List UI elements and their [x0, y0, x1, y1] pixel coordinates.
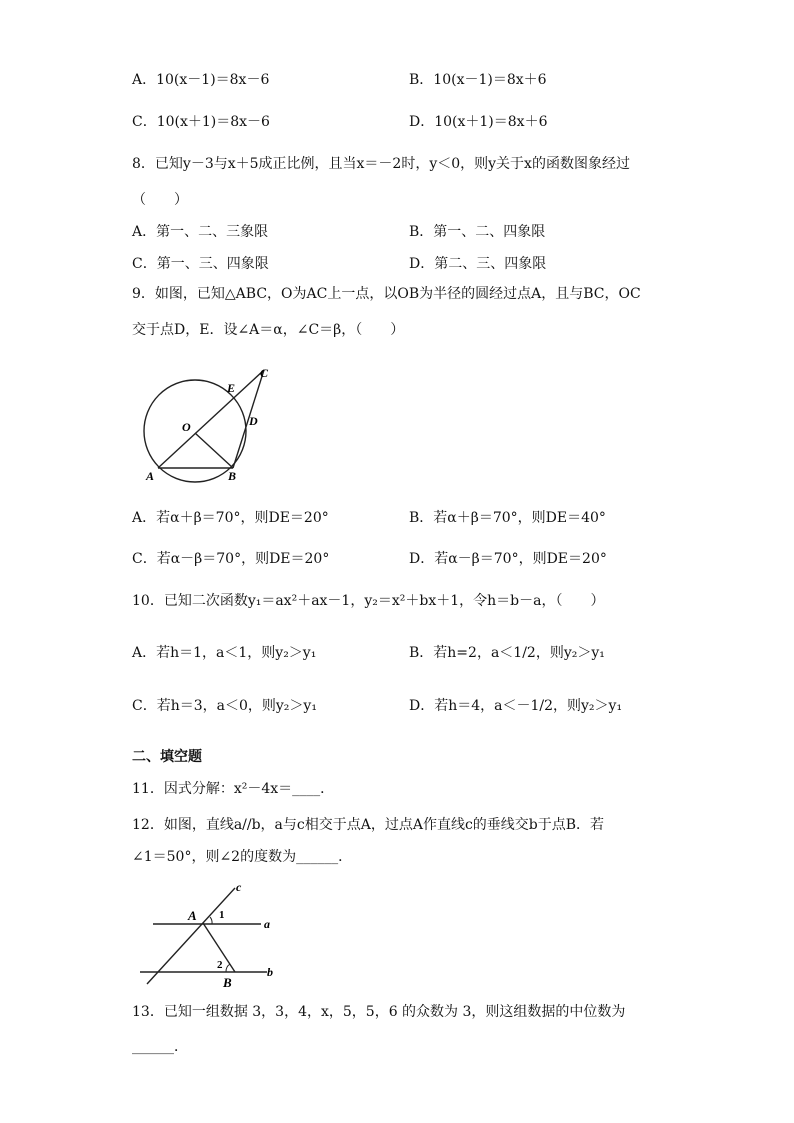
q9-segment-ob — [195, 433, 233, 468]
q12-angle-2-arc — [226, 964, 230, 972]
q10-option-a: A．若h＝1，a＜1，则y₂＞y₁ — [132, 645, 317, 661]
q9-stem-line1: 9．如图，已知△ABC，O为AC上一点，以OB为半径的圆经过点A，且与BC，OC — [132, 286, 641, 302]
q9-label-d: D — [249, 414, 258, 428]
q8-option-b: B．第一、二、四象限 — [409, 224, 546, 240]
q8-answer-paren: （ ） — [132, 192, 188, 208]
q12-parallel-lines-figure — [135, 880, 285, 990]
q9-label-c: C — [260, 366, 269, 380]
q8-option-a: A．第一、二、三象限 — [132, 224, 269, 240]
q12-label-1: 1 — [219, 909, 225, 921]
q12-angle-1-arc — [210, 917, 212, 924]
q10-option-b: B．若h=2，a＜1/2，则y₂＞y₁ — [409, 645, 605, 661]
q10-stem: 10．已知二次函数y₁＝ax²＋ax－1，y₂＝x²＋bx＋1，令h＝b－a，（ ） — [132, 593, 605, 609]
q7-option-c: C．10(x＋1)＝8x－6 — [132, 114, 270, 130]
q9-stem-line2: 交于点D，E．设∠A＝α，∠C＝β，（ ） — [132, 322, 405, 338]
q9-label-o: O — [182, 420, 191, 434]
q9-option-d: D．若α－β＝70°，则DE＝20° — [409, 551, 607, 567]
q9-option-b: B．若α＋β＝70°，则DE＝40° — [409, 510, 606, 526]
section-title-fill-in: 二、填空题 — [132, 749, 202, 765]
q9-option-a: A．若α＋β＝70°，则DE＝20° — [132, 510, 329, 526]
q12-label-b: b — [267, 965, 273, 979]
q9-circle-figure — [140, 362, 280, 487]
q9-option-c: C．若α－β＝70°，则DE＝20° — [132, 551, 330, 567]
q10-option-d: D．若h＝4，a＜－1/2，则y₂＞y₁ — [409, 698, 623, 714]
q12-line2: ∠1＝50°，则∠2的度数为______． — [132, 849, 353, 865]
q7-option-b: B．10(x－1)＝8x＋6 — [409, 72, 547, 88]
q8-option-c: C．第一、三、四象限 — [132, 256, 269, 272]
q13-line1: 13．已知一组数据 3，3，4，x，5，5，6 的众数为 3，则这组数据的中位数为 — [132, 1004, 626, 1020]
q8-option-d: D．第二、三、四象限 — [409, 256, 547, 272]
q9-label-e: E — [227, 381, 236, 395]
q12-label-A: A — [188, 908, 197, 923]
q12-line1: 12．如图，直线a//b，a与c相交于点A，过点A作直线c的垂线交b于点B．若 — [132, 817, 605, 833]
q7-option-d: D．10(x＋1)＝8x＋6 — [409, 114, 548, 130]
q7-option-a: A．10(x－1)＝8x－6 — [132, 72, 270, 88]
q9-label-b: B — [228, 469, 237, 483]
q12-label-a: a — [264, 917, 270, 931]
q12-label-2: 2 — [217, 959, 223, 971]
q9-label-a: A — [146, 469, 155, 483]
q12-label-B: B — [223, 975, 232, 990]
q12-label-c: c — [236, 880, 242, 894]
q10-option-c: C．若h＝3，a＜0，则y₂＞y₁ — [132, 698, 317, 714]
q8-stem: 8．已知y－3与x＋5成正比例，且当x＝－2时，y＜0，则y关于x的函数图象经过 — [132, 156, 630, 172]
q13-line2: ______． — [132, 1039, 188, 1055]
q11-text: 11．因式分解：x²－4x＝____． — [132, 781, 335, 797]
